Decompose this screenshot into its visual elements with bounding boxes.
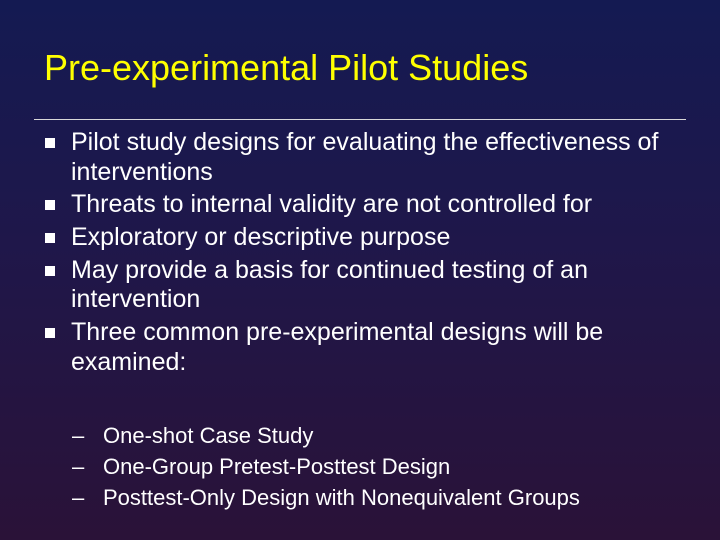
bullet-item xyxy=(44,190,684,220)
bullet-item xyxy=(44,128,684,187)
bullet-text: Three common pre-experimental designs will be examined: xyxy=(71,318,604,376)
bullet-text: Pilot study designs for evaluating the effectiveness of interventions xyxy=(71,128,659,186)
square-bullet-icon xyxy=(45,138,55,148)
sub-bullet-text: Posttest-Only Design with Nonequivalent Groups xyxy=(103,485,580,510)
slide-title: Pre-experimental Pilot Studies xyxy=(44,47,529,88)
bullet-item xyxy=(44,223,684,253)
sub-bullet-list xyxy=(72,420,692,513)
dash-bullet-icon: – xyxy=(72,423,85,448)
bullet-item xyxy=(44,256,684,315)
sub-bullet-item xyxy=(72,482,692,513)
square-bullet-icon xyxy=(45,233,55,243)
square-bullet-icon xyxy=(45,200,55,210)
dash-bullet-icon: – xyxy=(72,454,85,479)
title-divider xyxy=(34,119,686,120)
bullet-list xyxy=(44,128,684,380)
square-bullet-icon xyxy=(45,328,55,338)
bullet-text: Threats to internal validity are not controlled for xyxy=(71,190,593,219)
dash-bullet-icon: – xyxy=(72,485,85,510)
bullet-text: Exploratory or descriptive purpose xyxy=(71,223,451,252)
square-bullet-icon xyxy=(45,266,55,276)
sub-bullet-item xyxy=(72,420,692,451)
sub-bullet-item xyxy=(72,451,692,482)
bullet-text: May provide a basis for continued testing of an intervention xyxy=(71,255,588,314)
sub-bullet-text: One-shot Case Study xyxy=(103,423,314,448)
bullet-item xyxy=(44,318,684,377)
sub-bullet-text: One-Group Pretest-Posttest Design xyxy=(103,454,451,479)
